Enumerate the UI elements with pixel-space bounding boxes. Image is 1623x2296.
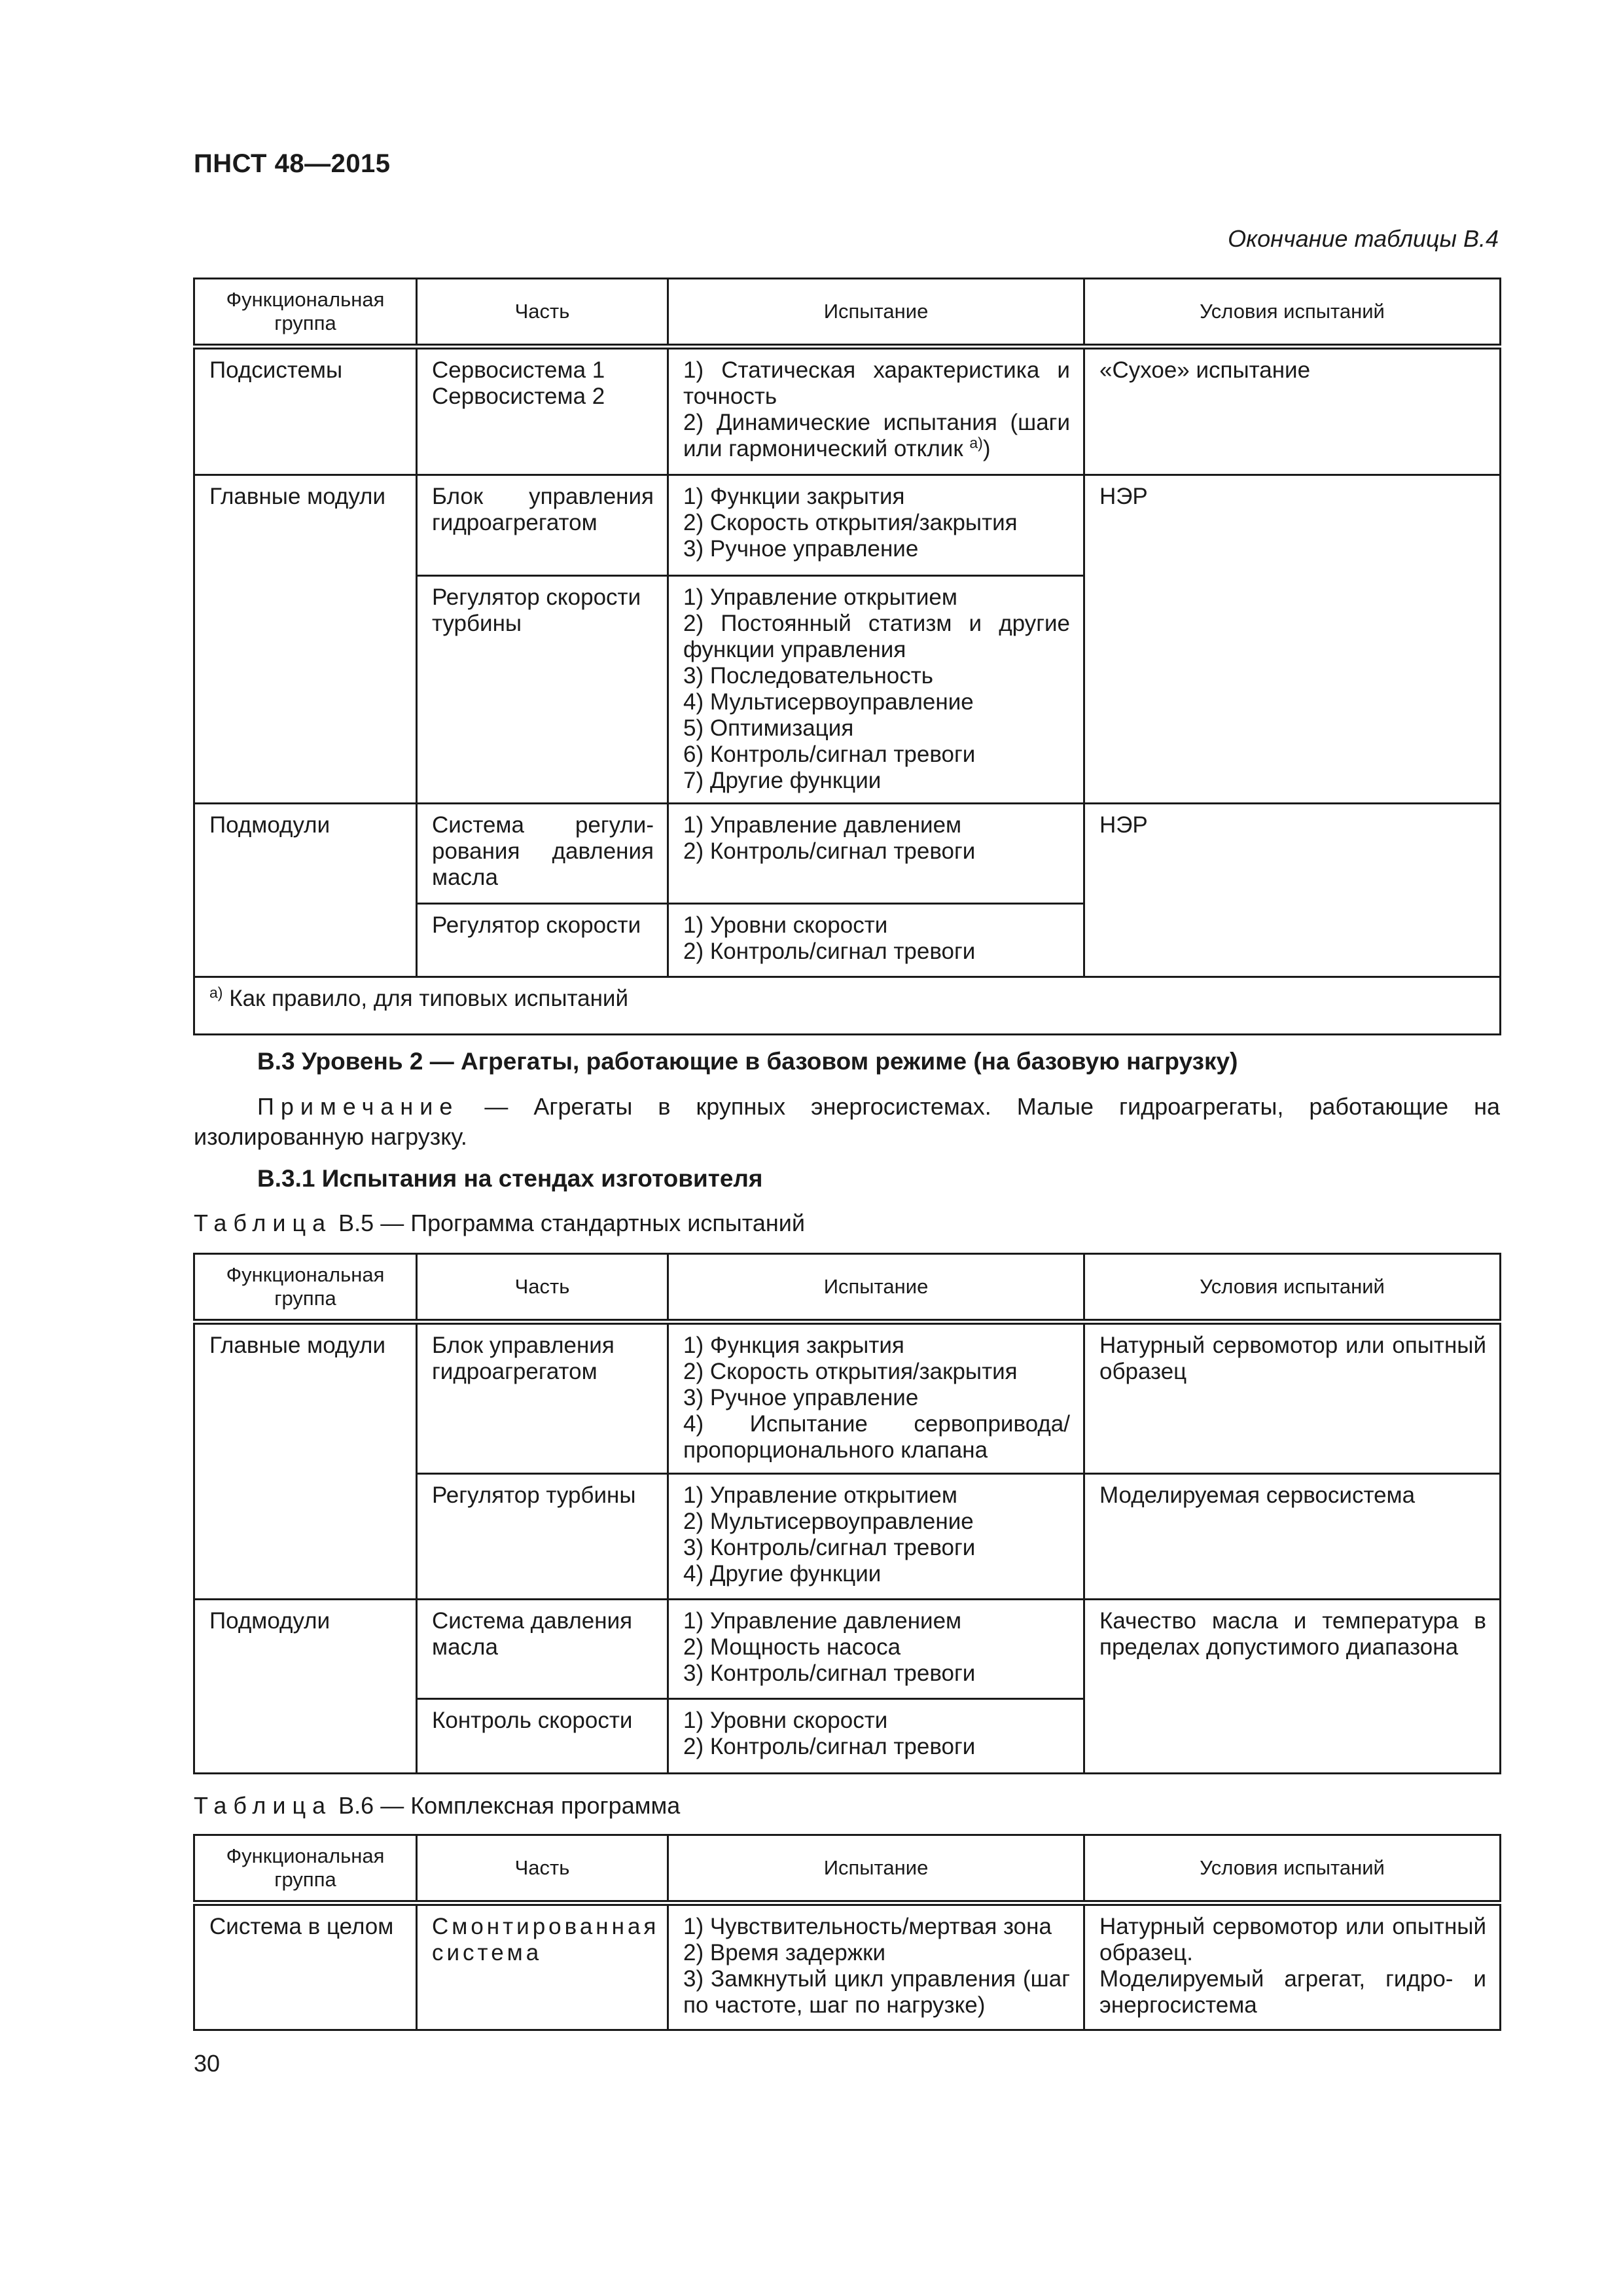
table-footnote-row bbox=[194, 977, 1501, 1035]
table-b4 bbox=[193, 278, 1501, 1035]
header-part: Часть bbox=[417, 1254, 668, 1322]
table-b6 bbox=[193, 1834, 1501, 2031]
cell-conditions: НЭР bbox=[1084, 804, 1501, 977]
cell-part: Регулятор турбины bbox=[417, 1474, 668, 1600]
page-number: 30 bbox=[194, 2050, 221, 2077]
header-test: Испытание bbox=[668, 279, 1084, 347]
table-b6-caption: Таблица В.6 — Комплексная программа bbox=[194, 1792, 681, 1819]
header-group: Функциональная группа bbox=[194, 279, 417, 347]
table-b5-caption: Таблица В.5 — Программа стандартных испытаний bbox=[194, 1210, 805, 1236]
cell-part: Блок управления гидроагрегатом bbox=[417, 1322, 668, 1474]
cell-part: Смонтированная система bbox=[417, 1903, 668, 2030]
table-header-row bbox=[194, 1254, 1501, 1322]
header-group: Функциональная группа bbox=[194, 1254, 417, 1322]
cell-conditions: НЭР bbox=[1084, 475, 1501, 804]
header-part: Часть bbox=[417, 1835, 668, 1903]
table-header-row bbox=[194, 279, 1501, 347]
header-conditions: Условия испытаний bbox=[1084, 279, 1501, 347]
cell-test: 1) Управление открытием 2) Мультисервоуправление 3) Контроль/сигнал тревоги 4) Другие функции bbox=[668, 1474, 1084, 1600]
header-part: Часть bbox=[417, 279, 668, 347]
table-continuation-caption: Окончание таблицы В.4 bbox=[1228, 225, 1499, 252]
cell-conditions: «Сухое» испытание bbox=[1084, 347, 1501, 475]
header-group: Функциональная группа bbox=[194, 1835, 417, 1903]
cell-part: Блок управления гидроагрегатом bbox=[417, 475, 668, 576]
cell-part: Система давления масла bbox=[417, 1600, 668, 1699]
cell-group: Подмодули bbox=[194, 1600, 417, 1774]
cell-conditions: Натурный сервомотор или опытный образец. Моделируемый агрегат, гидро- и энергосистема bbox=[1084, 1903, 1501, 2030]
section-heading-b31: В.3.1 Испытания на стендах изготовителя bbox=[257, 1165, 763, 1192]
note-label: Примечание bbox=[257, 1093, 459, 1120]
cell-part: Контроль скорости bbox=[417, 1699, 668, 1774]
cell-test: 1) Управление открытием 2) Постоянный статизм и другие функции управления 3) Последовательность 4) Мультисервоуправление 5) Оптимизация 6) Контроль/сигнал тревоги 7) Другие функции bbox=[668, 576, 1084, 804]
header-conditions: Условия испытаний bbox=[1084, 1254, 1501, 1322]
cell-test: 1) Функция закрытия 2) Скорость открытия/закрытия 3) Ручное управление 4) Испытание сервопривода/пропорционального клапана bbox=[668, 1322, 1084, 1474]
section-heading-b3: В.3 Уровень 2 — Агрегаты, работающие в базовом режиме (на базовую нагрузку) bbox=[257, 1048, 1238, 1075]
cell-test: 1) Управление давлением 2) Мощность насоса 3) Контроль/сигнал тревоги bbox=[668, 1600, 1084, 1699]
table-header-row bbox=[194, 1835, 1501, 1903]
cell-test: 1) Чувствительность/мертвая зона 2) Время задержки 3) Замкнутый цикл управления (шаг по частоте, шаг по нагрузке) bbox=[668, 1903, 1084, 2030]
table-row bbox=[194, 347, 1501, 475]
header-test: Испытание bbox=[668, 1254, 1084, 1322]
cell-part: Сервосистема 1 Сервосистема 2 bbox=[417, 347, 668, 475]
footnote-mark: а) bbox=[209, 984, 223, 1001]
cell-conditions: Натурный сервомотор или опытный образец bbox=[1084, 1322, 1501, 1474]
header-conditions: Условия испытаний bbox=[1084, 1835, 1501, 1903]
cell-group: Подмодули bbox=[194, 804, 417, 977]
table-row bbox=[194, 1322, 1501, 1474]
note-paragraph bbox=[194, 1092, 1500, 1152]
document-code: ПНСТ 48—2015 bbox=[194, 149, 391, 178]
table-b5 bbox=[193, 1253, 1501, 1774]
cell-conditions: Качество масла и температура в пределах допустимого диапазона bbox=[1084, 1600, 1501, 1774]
cell-test: 1) Функции закрытия 2) Скорость открытия/закрытия 3) Ручное управление bbox=[668, 475, 1084, 576]
cell-test: 1) Уровни скорости 2) Контроль/сигнал тревоги bbox=[668, 1699, 1084, 1774]
table-row bbox=[194, 475, 1501, 576]
table-row bbox=[194, 1600, 1501, 1699]
cell-part: Система регули-рования давления масла bbox=[417, 804, 668, 904]
cell-group: Подсистемы bbox=[194, 347, 417, 475]
cell-group: Система в целом bbox=[194, 1903, 417, 2030]
cell-part: Регулятор скорости bbox=[417, 904, 668, 977]
footnote-mark: а) bbox=[969, 434, 983, 452]
table-footnote: $^{а)}$ Как правило, для типовых испытаний bbox=[194, 977, 1501, 1035]
cell-test: 1) Управление давлением 2) Контроль/сигнал тревоги bbox=[668, 804, 1084, 904]
header-test: Испытание bbox=[668, 1835, 1084, 1903]
cell-test: 1) Статическая характеристика и точность 2) Динамические испытания (шаги или гармонический отклик $^{а)}$) bbox=[668, 347, 1084, 475]
table-row bbox=[194, 1903, 1501, 2030]
cell-part: Регулятор скорости турбины bbox=[417, 576, 668, 804]
cell-group: Главные модули bbox=[194, 1322, 417, 1600]
cell-conditions: Моделируемая сервосистема bbox=[1084, 1474, 1501, 1600]
cell-test: 1) Уровни скорости 2) Контроль/сигнал тревоги bbox=[668, 904, 1084, 977]
note-text: — Агрегаты в крупных энергосистемах. Малые гидроагрегаты, работающие на изолированную нагрузку. bbox=[194, 1093, 1500, 1150]
cell-group: Главные модули bbox=[194, 475, 417, 804]
table-row bbox=[194, 804, 1501, 904]
